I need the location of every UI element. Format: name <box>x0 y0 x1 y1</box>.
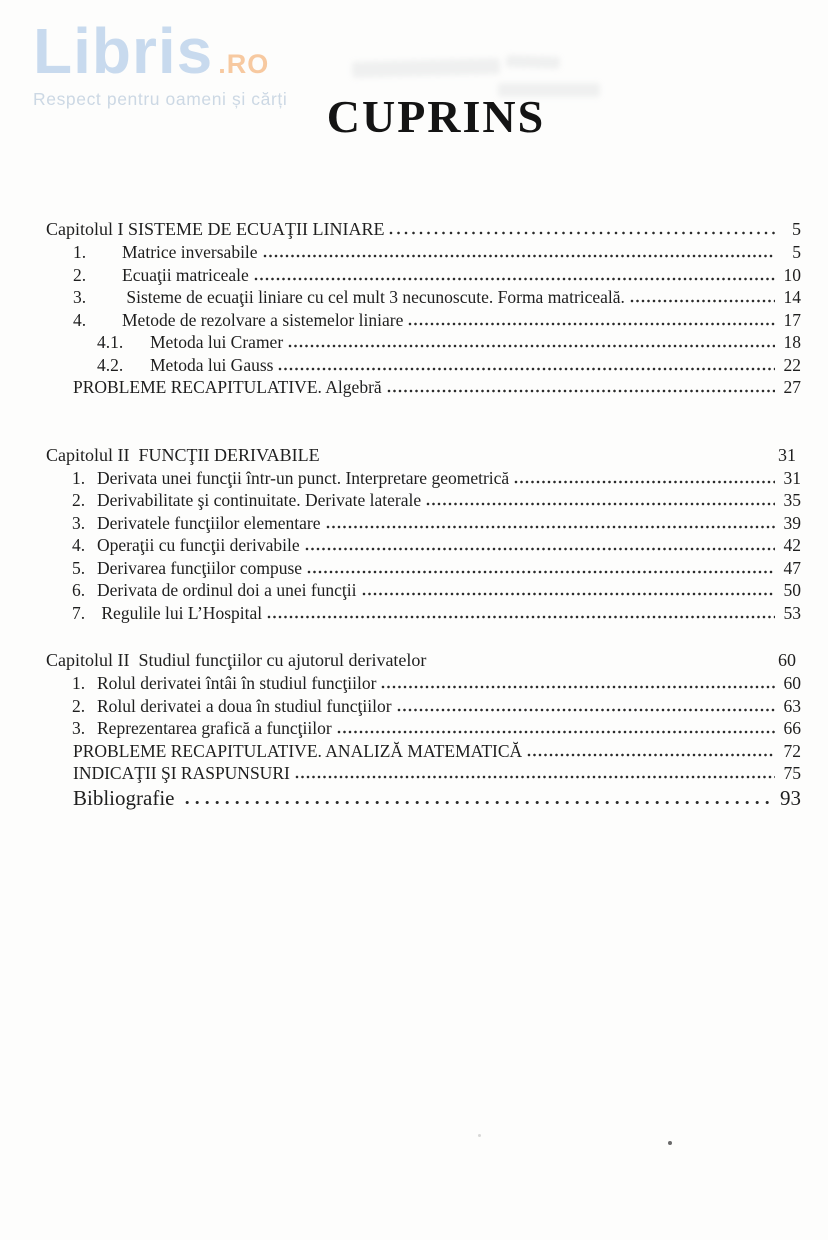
libris-domain-suffix: .RO <box>218 49 270 79</box>
entry-number: 4.2. <box>97 354 124 375</box>
entry-label: Derivarea funcţiilor compuse <box>97 557 303 578</box>
page-number: 14 <box>783 287 801 307</box>
page-number: 75 <box>783 763 801 783</box>
entry-number: 4. <box>73 309 87 330</box>
toc-entry <box>46 286 801 309</box>
entry-label: PROBLEME RECAPITULATIVE. Algebră <box>73 377 382 397</box>
toc-section-capitolul-1 <box>46 218 801 399</box>
page-number: 53 <box>783 602 801 623</box>
toc-entry <box>46 309 801 332</box>
toc-section-capitolul-3 <box>46 649 801 812</box>
page-number: 10 <box>783 264 801 285</box>
page-number: 35 <box>783 490 801 510</box>
chapter-heading-text: Capitolul II FUNCŢII DERIVABILE <box>46 444 320 465</box>
entry-label: Derivatele funcţiilor elementare <box>97 512 321 533</box>
entry-number: 3. <box>72 718 86 738</box>
dot-leader <box>426 502 775 506</box>
entry-number: 5. <box>72 557 86 578</box>
dot-leader <box>527 753 775 757</box>
toc-entry <box>46 695 801 718</box>
entry-number: 7. <box>72 602 86 623</box>
entry-number: 2. <box>73 264 87 285</box>
scan-speck <box>668 1141 672 1145</box>
entry-label: Rolul derivatei a doua în studiul funcţiilor <box>97 695 392 716</box>
entry-number: 1. <box>72 467 86 488</box>
toc-entry-bibliografie <box>46 785 801 812</box>
dot-leader <box>254 277 775 281</box>
entry-label: Bibliografie <box>73 785 180 810</box>
toc-subentry <box>46 331 801 354</box>
entry-label: Matrice inversabile <box>122 242 258 262</box>
chapter-heading-text: Capitolul II Studiul funcţiilor cu ajutorul derivatelor <box>46 650 427 670</box>
entry-label: Ecuaţii matriceale <box>122 264 249 285</box>
dot-leader <box>514 480 775 484</box>
page-number: 63 <box>783 695 801 716</box>
entry-label: Rolul derivatei întâi în studiul funcţiilor <box>97 673 377 693</box>
dot-leader <box>389 231 775 235</box>
page-number: 60 <box>783 673 801 693</box>
libris-brand-text: Libris <box>33 15 214 87</box>
dot-leader <box>307 570 775 574</box>
toc-entry <box>46 717 801 740</box>
page-number: 18 <box>783 332 801 352</box>
entry-number: 4. <box>72 535 86 555</box>
toc-subentry <box>46 354 801 377</box>
page-number: 31 <box>778 444 796 465</box>
entry-label: Regulile lui L’Hospital <box>97 602 263 623</box>
toc-entry <box>46 579 801 602</box>
toc-entry <box>46 534 801 557</box>
scan-speck <box>478 1134 481 1137</box>
dot-leader <box>278 367 775 371</box>
entry-label: Metode de rezolvare a sistemelor liniare <box>122 309 404 330</box>
libris-logo <box>33 14 287 88</box>
toc-entry <box>46 264 801 287</box>
toc-entry <box>46 489 801 512</box>
entry-number: 6. <box>72 580 86 600</box>
entry-number: 1. <box>73 242 87 262</box>
toc-entry <box>46 467 801 490</box>
table-of-contents <box>46 218 801 812</box>
dot-leader <box>267 615 775 619</box>
dot-leader <box>263 254 775 258</box>
page-number: 93 <box>780 785 801 810</box>
chapter-heading-text: Capitolul I SISTEME DE ECUAŢII LINIARE <box>46 219 385 239</box>
dot-leader <box>337 730 775 734</box>
page-number: 39 <box>783 512 801 533</box>
page-number: 60 <box>778 650 796 670</box>
page-number: 31 <box>783 467 801 488</box>
toc-entry <box>46 602 801 625</box>
dot-leader <box>295 775 775 779</box>
toc-entry <box>46 762 801 785</box>
entry-label: Derivabilitate şi continuitate. Derivate laterale <box>97 490 422 510</box>
toc-entry <box>46 376 801 399</box>
toc-entry <box>46 512 801 535</box>
entry-number: 3. <box>72 512 86 533</box>
dot-leader <box>305 547 775 551</box>
entry-label: Operaţii cu funcţii derivabile <box>97 535 300 555</box>
page-number: 5 <box>792 242 801 262</box>
dot-leader <box>288 344 775 348</box>
page-number: 42 <box>783 535 801 555</box>
dot-leader <box>185 800 775 805</box>
entry-label: PROBLEME RECAPITULATIVE. ANALIZĂ MATEMATICĂ <box>73 740 523 761</box>
dot-leader <box>397 708 775 712</box>
bleed-through-artifact <box>506 55 560 69</box>
entry-number: 1. <box>72 673 86 693</box>
toc-chapter-heading <box>46 218 801 241</box>
page-number: 22 <box>783 354 801 375</box>
dot-leader <box>387 389 775 393</box>
toc-chapter-heading <box>46 444 801 467</box>
bleed-through-artifact <box>498 83 600 97</box>
entry-number: 4.1. <box>97 332 124 352</box>
toc-chapter-heading <box>46 649 801 672</box>
page-title: CUPRINS <box>326 91 546 142</box>
dot-leader <box>362 592 775 596</box>
page-number: 27 <box>783 377 801 397</box>
page-number: 50 <box>783 580 801 600</box>
entry-label: Metoda lui Gauss <box>150 354 274 375</box>
page-number: 17 <box>783 309 801 330</box>
toc-entry <box>46 672 801 695</box>
entry-label: Derivata unei funcţii într-un punct. Interpretare geometrică <box>97 467 510 488</box>
dot-leader <box>630 299 775 303</box>
entry-number: 3. <box>73 287 87 307</box>
entry-label: Derivata de ordinul doi a unei funcţii <box>97 580 357 600</box>
page-number: 66 <box>783 718 801 738</box>
dot-leader <box>381 685 775 689</box>
entry-label: Metoda lui Cramer <box>150 332 284 352</box>
page-number: 47 <box>783 557 801 578</box>
toc-entry <box>46 557 801 580</box>
page-number: 72 <box>783 740 801 761</box>
toc-entry <box>46 241 801 264</box>
page-number: 5 <box>792 219 801 239</box>
entry-number: 2. <box>72 695 86 716</box>
toc-entry <box>46 740 801 763</box>
entry-label: INDICAŢII ŞI RASPUNSURI <box>73 763 290 783</box>
entry-number: 2. <box>72 490 86 510</box>
entry-label: Reprezentarea grafică a funcţiilor <box>97 718 332 738</box>
dot-leader <box>326 525 776 529</box>
toc-section-capitolul-2 <box>46 444 801 625</box>
libris-tagline: Respect pentru oameni și cărți <box>33 89 288 109</box>
entry-label: Sisteme de ecuaţii liniare cu cel mult 3 necunoscute. Forma matriceală. <box>122 287 625 307</box>
libris-watermark <box>33 14 287 110</box>
dot-leader <box>408 322 775 326</box>
